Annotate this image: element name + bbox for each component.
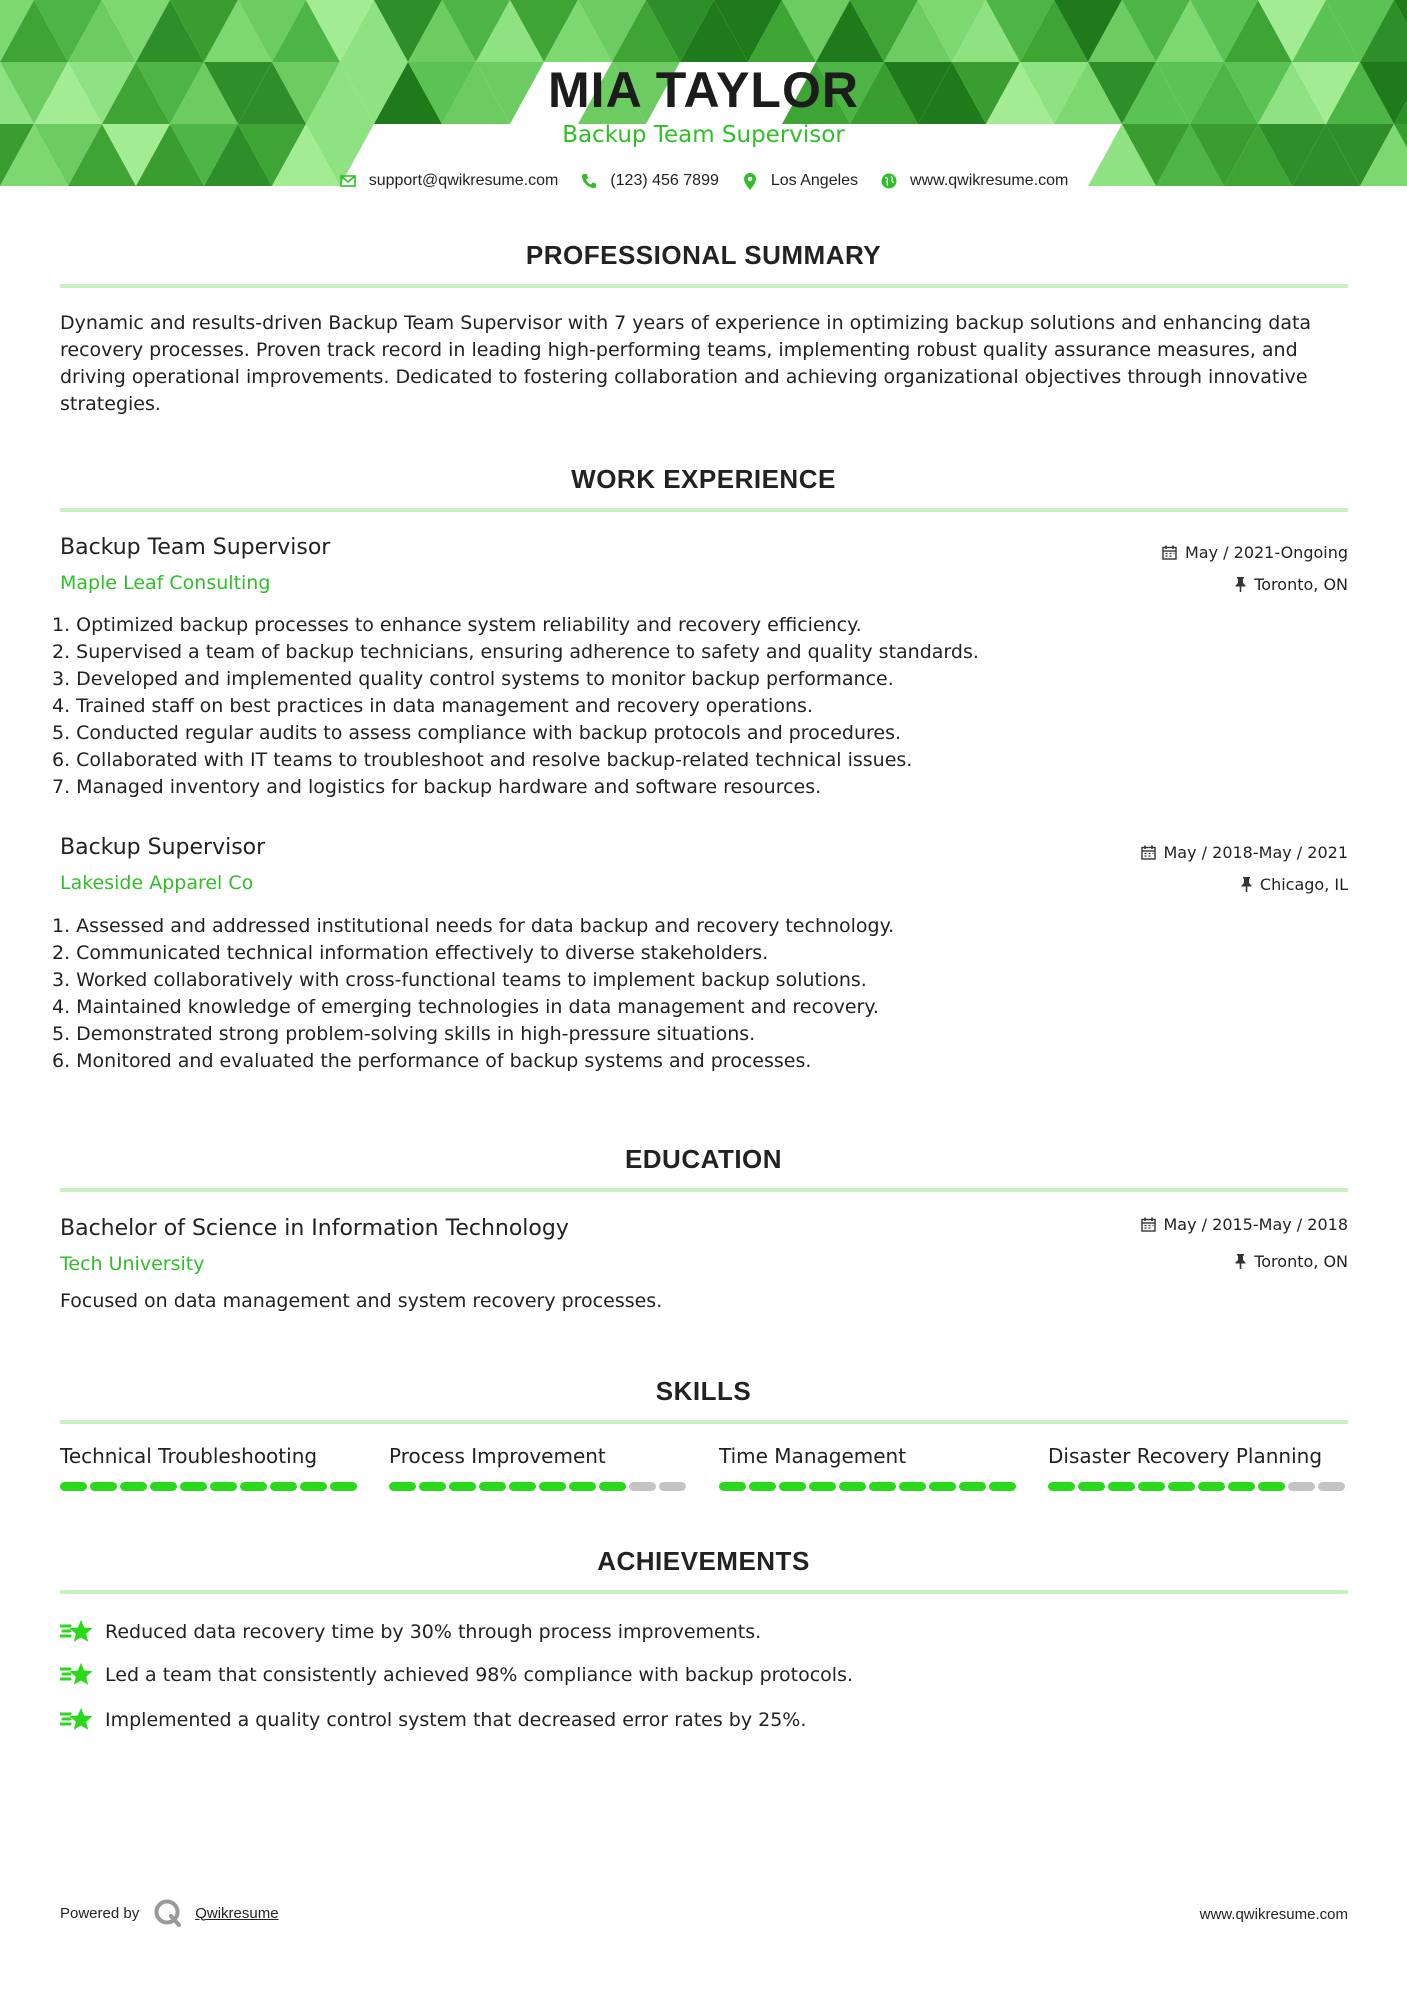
list-item: 6. Collaborated with IT teams to troubleshoot and resolve backup-related technical issues. xyxy=(52,749,913,771)
skill-level-segment xyxy=(419,1482,446,1491)
skill-item xyxy=(60,1444,360,1491)
list-item: 2. Communicated technical information effectively to diverse stakeholders. xyxy=(52,942,769,964)
list-item: 5. Demonstrated strong problem-solving skills in high-pressure situations. xyxy=(52,1023,756,1045)
achievement-item xyxy=(60,1617,761,1647)
calendar-icon xyxy=(1141,1217,1156,1232)
skill-level-segment xyxy=(1228,1482,1255,1491)
skill-level-segment xyxy=(809,1482,836,1491)
skill-level-segment xyxy=(659,1482,686,1491)
achievements-heading: ACHIEVEMENTS xyxy=(597,1546,810,1576)
skill-level-segment xyxy=(899,1482,926,1491)
header xyxy=(0,60,1407,148)
skill-level-segment xyxy=(150,1482,177,1491)
phone-text: (123) 456 7899 xyxy=(610,172,719,189)
skill-level-segment xyxy=(90,1482,117,1491)
job-company: Maple Leaf Consulting xyxy=(60,572,271,594)
list-item: 1. Optimized backup processes to enhance system reliability and recovery efficiency. xyxy=(52,614,862,636)
website-text: www.qwikresume.com xyxy=(910,172,1069,189)
skill-level-segment xyxy=(869,1482,896,1491)
job-dates-text: May / 2018-May / 2021 xyxy=(1163,843,1348,862)
contact-phone[interactable] xyxy=(580,172,719,190)
skill-level-segment xyxy=(839,1482,866,1491)
skill-level-segment xyxy=(300,1482,327,1491)
job-location xyxy=(1241,875,1348,894)
footer-powered-by xyxy=(60,1898,279,1928)
skill-level-bar xyxy=(60,1482,360,1491)
job-dates xyxy=(1141,843,1349,862)
list-item: 6. Monitored and evaluated the performance of backup systems and processes. xyxy=(52,1050,812,1072)
candidate-name: MIA TAYLOR xyxy=(548,62,859,118)
contact-email[interactable] xyxy=(339,172,559,190)
pushpin-icon xyxy=(1235,1254,1246,1269)
job-dates xyxy=(1162,543,1348,562)
skill-level-segment xyxy=(449,1482,476,1491)
skill-level-segment xyxy=(599,1482,626,1491)
achievement-item xyxy=(60,1705,806,1735)
section-divider xyxy=(60,1188,1348,1192)
globe-icon xyxy=(880,172,898,190)
skill-level-segment xyxy=(1168,1482,1195,1491)
skill-level-bar xyxy=(389,1482,689,1491)
skill-level-segment xyxy=(929,1482,956,1491)
powered-by-label: Powered by xyxy=(60,1904,140,1922)
education-description: Focused on data management and system recovery processes. xyxy=(60,1290,663,1312)
list-item: 4. Trained staff on best practices in data management and recovery operations. xyxy=(52,695,813,717)
skill-level-segment xyxy=(749,1482,776,1491)
education-heading: EDUCATION xyxy=(624,1144,783,1174)
skill-level-segment xyxy=(539,1482,566,1491)
skill-level-segment xyxy=(60,1482,87,1491)
email-text: support@qwikresume.com xyxy=(368,172,559,189)
skill-level-segment xyxy=(120,1482,147,1491)
calendar-icon xyxy=(1162,545,1177,560)
skill-level-segment xyxy=(1288,1482,1315,1491)
achievement-text: Implemented a quality control system that decreased error rates by 25%. xyxy=(105,1709,807,1731)
qwikresume-logo-icon xyxy=(153,1898,183,1928)
skill-level-segment xyxy=(989,1482,1016,1491)
skill-name: Disaster Recovery Planning xyxy=(1048,1444,1323,1468)
job-company: Lakeside Apparel Co xyxy=(60,872,254,894)
job-responsibilities xyxy=(52,612,1332,801)
skill-level-segment xyxy=(509,1482,536,1491)
location-text: Los Angeles xyxy=(770,172,859,189)
skill-name: Process Improvement xyxy=(389,1444,606,1468)
skills-heading: SKILLS xyxy=(655,1376,752,1406)
skill-level-segment xyxy=(389,1482,416,1491)
section-divider xyxy=(60,508,1348,512)
achievement-item xyxy=(60,1660,853,1690)
skill-level-segment xyxy=(779,1482,806,1491)
calendar-icon xyxy=(1141,845,1156,860)
list-item: 3. Worked collaboratively with cross-functional teams to implement backup solutions. xyxy=(52,969,867,991)
school-name: Tech University xyxy=(60,1253,205,1275)
candidate-title: Backup Team Supervisor xyxy=(562,122,845,148)
star-icon xyxy=(60,1660,94,1690)
list-item: 2. Supervised a team of backup technicians, ensuring adherence to safety and quality standards. xyxy=(52,641,979,663)
job-location-text: Chicago, IL xyxy=(1259,875,1348,894)
envelope-icon xyxy=(339,172,357,190)
contact-website[interactable] xyxy=(880,172,1068,190)
pushpin-icon xyxy=(1241,877,1252,892)
skill-level-segment xyxy=(479,1482,506,1491)
skill-level-segment xyxy=(569,1482,596,1491)
contact-location xyxy=(741,172,858,190)
experience-heading: WORK EXPERIENCE xyxy=(571,464,836,494)
skill-item xyxy=(719,1444,1019,1491)
section-divider xyxy=(60,284,1348,288)
education-dates xyxy=(1141,1215,1349,1234)
skill-level-segment xyxy=(240,1482,267,1491)
qwikresume-link[interactable]: Qwikresume xyxy=(195,1904,279,1922)
education-location xyxy=(1235,1252,1348,1271)
degree-title: Bachelor of Science in Information Technology xyxy=(60,1216,569,1241)
job-title: Backup Team Supervisor xyxy=(60,535,331,560)
skill-level-segment xyxy=(1198,1482,1225,1491)
skill-item xyxy=(389,1444,689,1491)
education-dates-text: May / 2015-May / 2018 xyxy=(1163,1215,1348,1234)
job-dates-text: May / 2021-Ongoing xyxy=(1185,543,1348,562)
skill-level-segment xyxy=(1258,1482,1285,1491)
education-location-text: Toronto, ON xyxy=(1254,1252,1348,1271)
pushpin-icon xyxy=(1235,577,1246,592)
footer-url[interactable]: www.qwikresume.com xyxy=(1199,1906,1348,1923)
list-item: 1. Assessed and addressed institutional needs for data backup and recovery technology. xyxy=(52,915,895,937)
skill-level-segment xyxy=(959,1482,986,1491)
summary-heading: PROFESSIONAL SUMMARY xyxy=(525,240,882,270)
list-item: 3. Developed and implemented quality control systems to monitor backup performance. xyxy=(52,668,894,690)
skill-level-segment xyxy=(270,1482,297,1491)
skill-level-bar xyxy=(1048,1482,1348,1491)
skill-level-segment xyxy=(1318,1482,1345,1491)
contact-bar xyxy=(0,172,1407,190)
phone-icon xyxy=(580,172,598,190)
list-item: 4. Maintained knowledge of emerging technologies in data management and recovery. xyxy=(52,996,879,1018)
skill-level-bar xyxy=(719,1482,1019,1491)
list-item: 7. Managed inventory and logistics for backup hardware and software resources. xyxy=(52,776,822,798)
skill-level-segment xyxy=(719,1482,746,1491)
skill-level-segment xyxy=(330,1482,357,1491)
skill-level-segment xyxy=(629,1482,656,1491)
skill-level-segment xyxy=(1108,1482,1135,1491)
achievement-text: Led a team that consistently achieved 98% compliance with backup protocols. xyxy=(105,1664,854,1686)
skill-level-segment xyxy=(1048,1482,1075,1491)
star-icon xyxy=(60,1705,94,1735)
skill-level-segment xyxy=(210,1482,237,1491)
section-divider xyxy=(60,1590,1348,1594)
summary-text: Dynamic and results-driven Backup Team Supervisor with 7 years of experience in optimizing backup solutions and enhancing data recovery processes. Proven track record in leading high-performing teams, implementing robust quality assurance measures, and driving operational improvements. Dedicated to fostering collaboration and achieving organizational objectives through innovative strategies. xyxy=(60,312,1312,415)
skill-name: Time Management xyxy=(719,1444,907,1468)
map-marker-icon xyxy=(741,172,759,190)
job-location-text: Toronto, ON xyxy=(1254,575,1348,594)
skill-item xyxy=(1048,1444,1348,1491)
achievement-text: Reduced data recovery time by 30% through process improvements. xyxy=(105,1621,762,1643)
skill-level-segment xyxy=(180,1482,207,1491)
section-divider xyxy=(60,1420,1348,1424)
list-item: 5. Conducted regular audits to assess compliance with backup protocols and procedures. xyxy=(52,722,902,744)
star-icon xyxy=(60,1617,94,1647)
job-responsibilities xyxy=(52,913,1332,1075)
job-location xyxy=(1235,575,1348,594)
job-title: Backup Supervisor xyxy=(60,835,266,860)
skill-level-segment xyxy=(1078,1482,1105,1491)
skill-level-segment xyxy=(1138,1482,1165,1491)
skill-name: Technical Troubleshooting xyxy=(60,1444,318,1468)
